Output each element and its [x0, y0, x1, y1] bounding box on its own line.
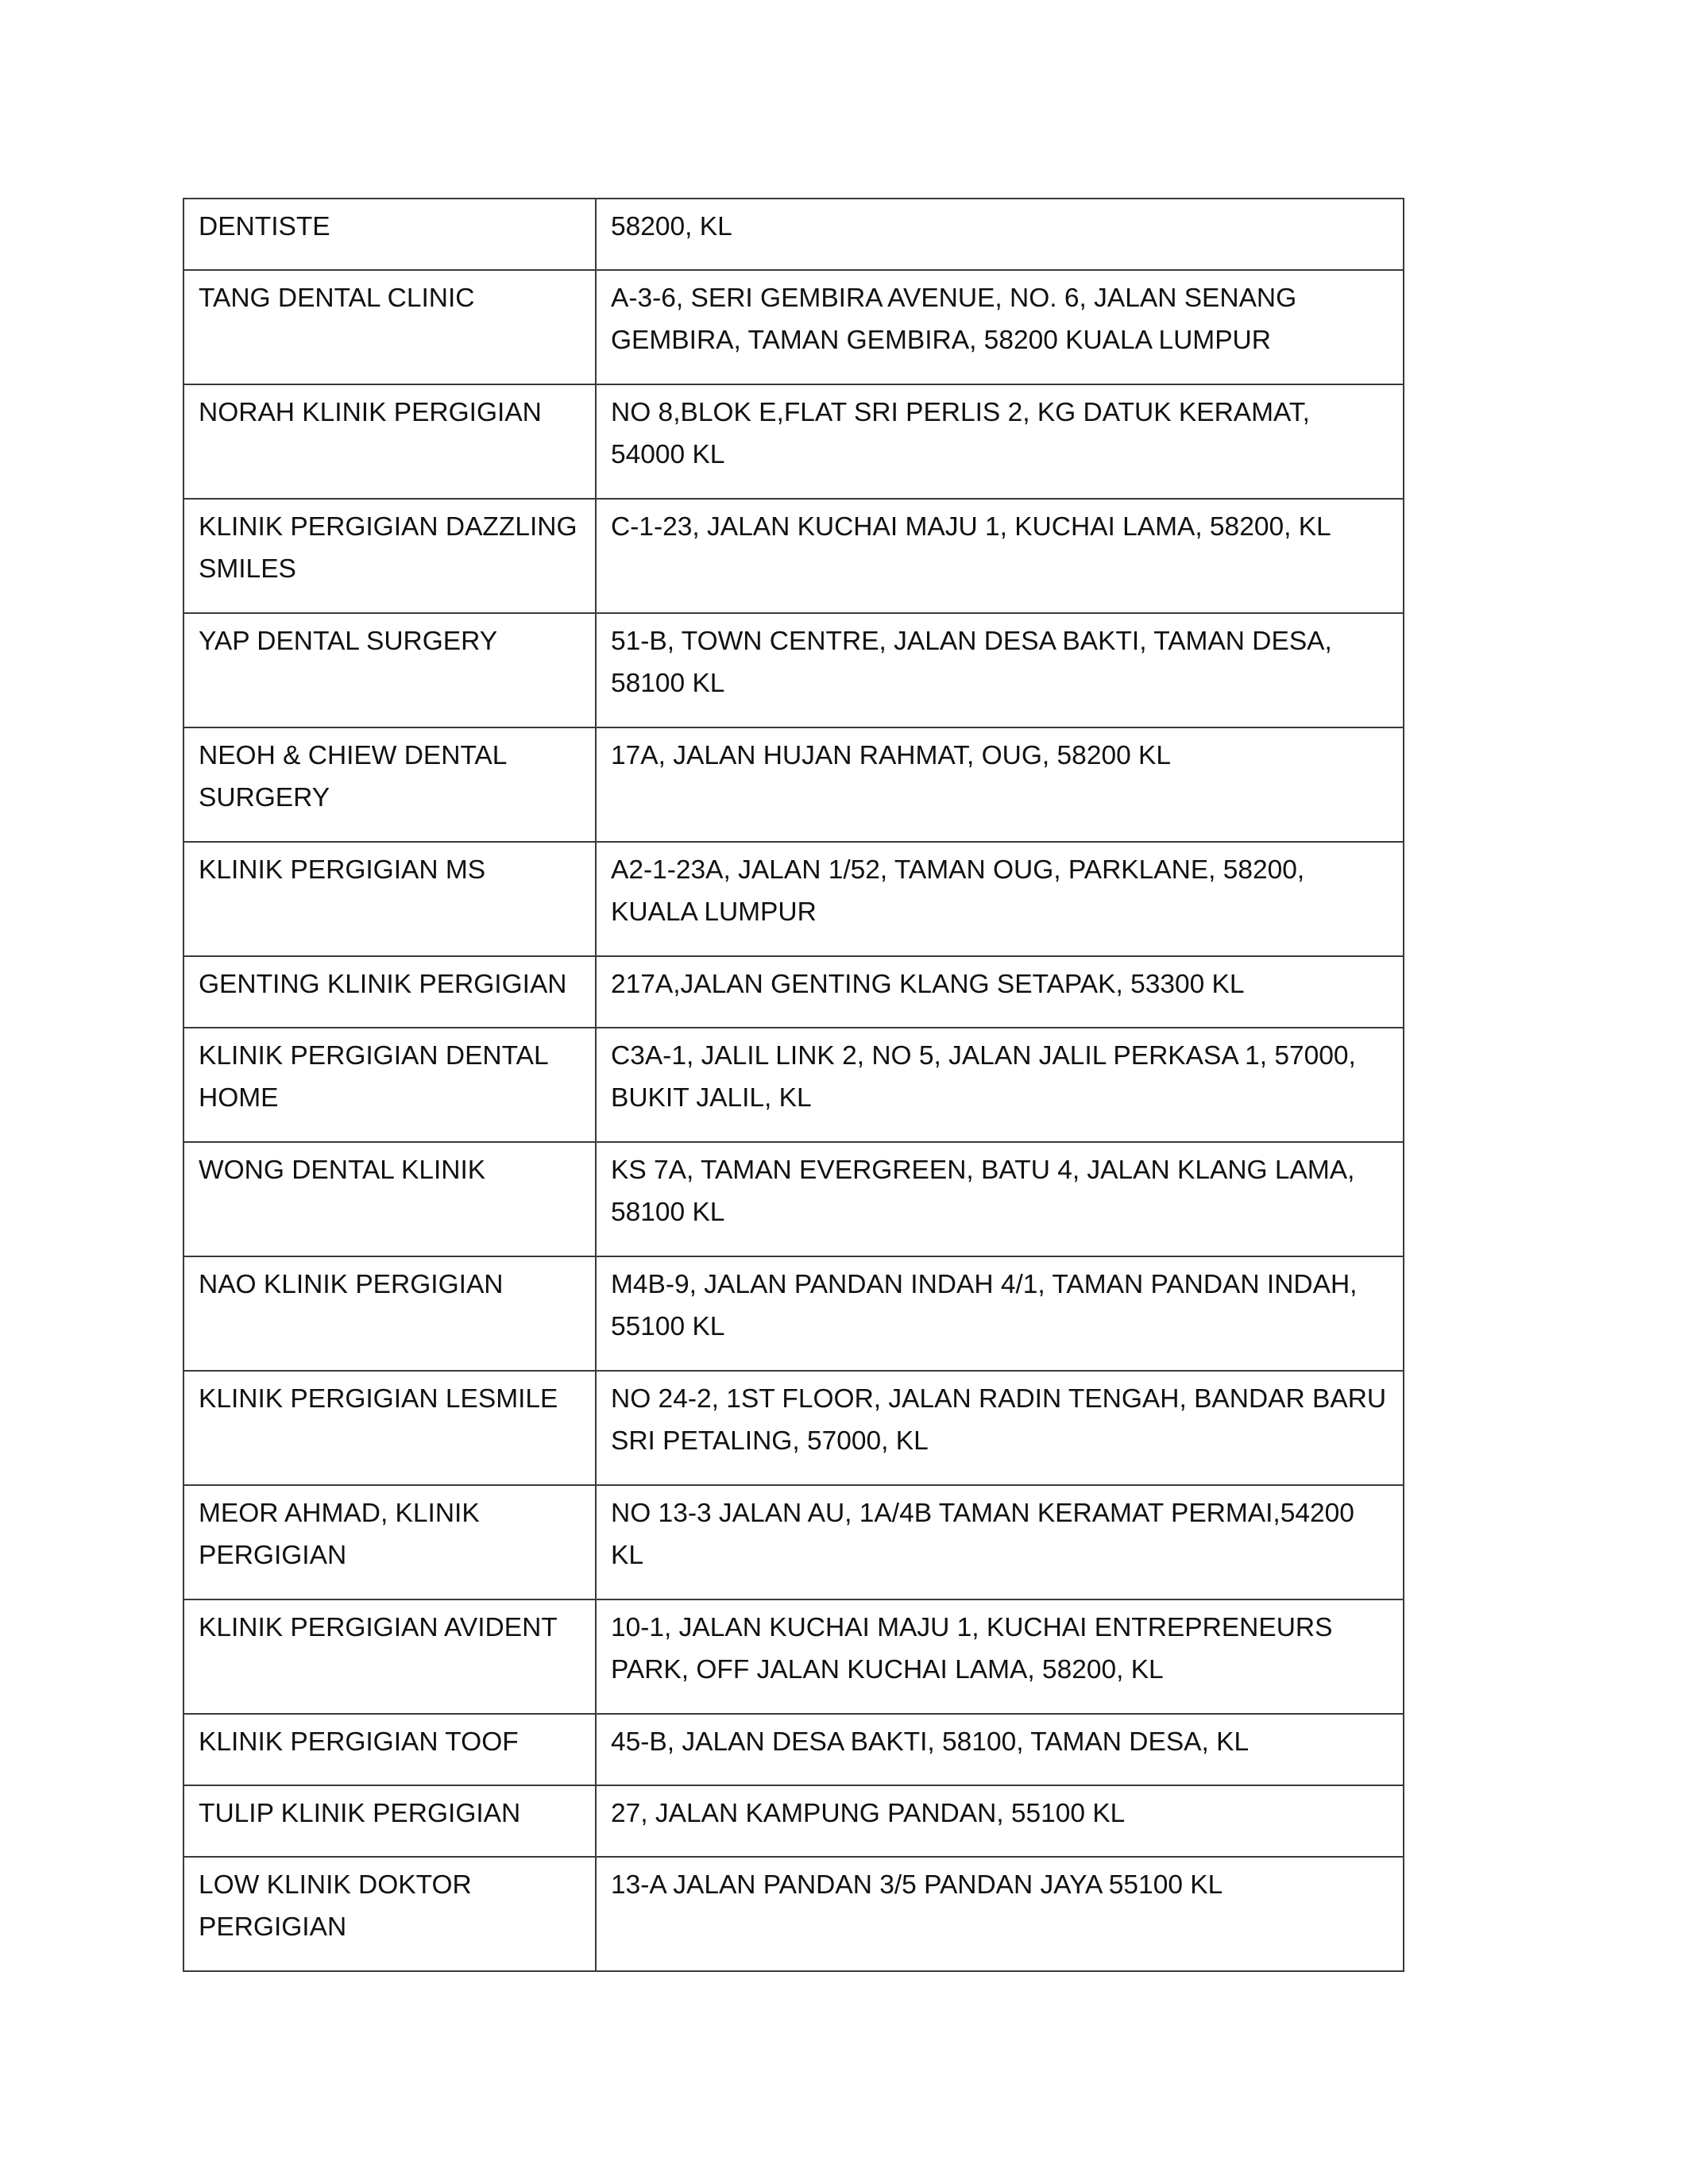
table-row — [183, 1785, 1404, 1857]
clinic-name-cell: TULIP KLINIK PERGIGIAN — [183, 1785, 596, 1857]
clinic-name-cell: GENTING KLINIK PERGIGIAN — [183, 956, 596, 1028]
clinic-name-cell: DENTISTE — [183, 199, 596, 270]
clinic-address-cell: NO 24-2, 1ST FLOOR, JALAN RADIN TENGAH, BANDAR BARU SRI PETALING, 57000, KL — [596, 1371, 1404, 1485]
table-row — [183, 1142, 1404, 1256]
clinic-name-cell: MEOR AHMAD, KLINIK PERGIGIAN — [183, 1485, 596, 1599]
table-row — [183, 1256, 1404, 1371]
table-row — [183, 384, 1404, 499]
table-row — [183, 1371, 1404, 1485]
table-row — [183, 842, 1404, 956]
clinic-name-cell: KLINIK PERGIGIAN DAZZLING SMILES — [183, 499, 596, 613]
table-row — [183, 613, 1404, 727]
clinic-name-cell: KLINIK PERGIGIAN MS — [183, 842, 596, 956]
table-body — [183, 199, 1404, 1971]
table-row — [183, 727, 1404, 842]
clinic-address-cell: NO 13-3 JALAN AU, 1A/4B TAMAN KERAMAT PERMAI,54200 KL — [596, 1485, 1404, 1599]
clinic-name-cell: NEOH & CHIEW DENTAL SURGERY — [183, 727, 596, 842]
table-row — [183, 956, 1404, 1028]
clinic-address-cell: 58200, KL — [596, 199, 1404, 270]
clinic-address-cell: M4B-9, JALAN PANDAN INDAH 4/1, TAMAN PANDAN INDAH, 55100 KL — [596, 1256, 1404, 1371]
clinic-address-cell: 13-A JALAN PANDAN 3/5 PANDAN JAYA 55100 KL — [596, 1857, 1404, 1971]
clinic-name-cell: WONG DENTAL KLINIK — [183, 1142, 596, 1256]
table-row — [183, 1028, 1404, 1142]
table-row — [183, 270, 1404, 384]
clinic-address-cell: 27, JALAN KAMPUNG PANDAN, 55100 KL — [596, 1785, 1404, 1857]
clinic-address-cell: KS 7A, TAMAN EVERGREEN, BATU 4, JALAN KLANG LAMA, 58100 KL — [596, 1142, 1404, 1256]
clinic-name-cell: NORAH KLINIK PERGIGIAN — [183, 384, 596, 499]
clinic-address-cell: A2-1-23A, JALAN 1/52, TAMAN OUG, PARKLANE, 58200, KUALA LUMPUR — [596, 842, 1404, 956]
clinic-name-cell: KLINIK PERGIGIAN DENTAL HOME — [183, 1028, 596, 1142]
table-row — [183, 1599, 1404, 1714]
clinic-address-cell: 217A,JALAN GENTING KLANG SETAPAK, 53300 KL — [596, 956, 1404, 1028]
clinic-address-cell: 10-1, JALAN KUCHAI MAJU 1, KUCHAI ENTREPRENEURS PARK, OFF JALAN KUCHAI LAMA, 58200, KL — [596, 1599, 1404, 1714]
clinic-address-cell: C-1-23, JALAN KUCHAI MAJU 1, KUCHAI LAMA, 58200, KL — [596, 499, 1404, 613]
clinic-address-cell: NO 8,BLOK E,FLAT SRI PERLIS 2, KG DATUK KERAMAT, 54000 KL — [596, 384, 1404, 499]
clinic-address-table — [183, 198, 1404, 1972]
clinic-address-cell: 45-B, JALAN DESA BAKTI, 58100, TAMAN DESA, KL — [596, 1714, 1404, 1785]
clinic-address-cell: 51-B, TOWN CENTRE, JALAN DESA BAKTI, TAMAN DESA, 58100 KL — [596, 613, 1404, 727]
table-row — [183, 199, 1404, 270]
clinic-address-cell: A-3-6, SERI GEMBIRA AVENUE, NO. 6, JALAN SENANG GEMBIRA, TAMAN GEMBIRA, 58200 KUALA LUMPUR — [596, 270, 1404, 384]
clinic-name-cell: KLINIK PERGIGIAN AVIDENT — [183, 1599, 596, 1714]
table-row — [183, 499, 1404, 613]
clinic-address-cell: C3A-1, JALIL LINK 2, NO 5, JALAN JALIL PERKASA 1, 57000, BUKIT JALIL, KL — [596, 1028, 1404, 1142]
clinic-name-cell: YAP DENTAL SURGERY — [183, 613, 596, 727]
clinic-name-cell: KLINIK PERGIGIAN TOOF — [183, 1714, 596, 1785]
clinic-name-cell: KLINIK PERGIGIAN LESMILE — [183, 1371, 596, 1485]
table-row — [183, 1714, 1404, 1785]
clinic-name-cell: LOW KLINIK DOKTOR PERGIGIAN — [183, 1857, 596, 1971]
clinic-name-cell: NAO KLINIK PERGIGIAN — [183, 1256, 596, 1371]
table-row — [183, 1485, 1404, 1599]
table-row — [183, 1857, 1404, 1971]
clinic-name-cell: TANG DENTAL CLINIC — [183, 270, 596, 384]
clinic-address-cell: 17A, JALAN HUJAN RAHMAT, OUG, 58200 KL — [596, 727, 1404, 842]
